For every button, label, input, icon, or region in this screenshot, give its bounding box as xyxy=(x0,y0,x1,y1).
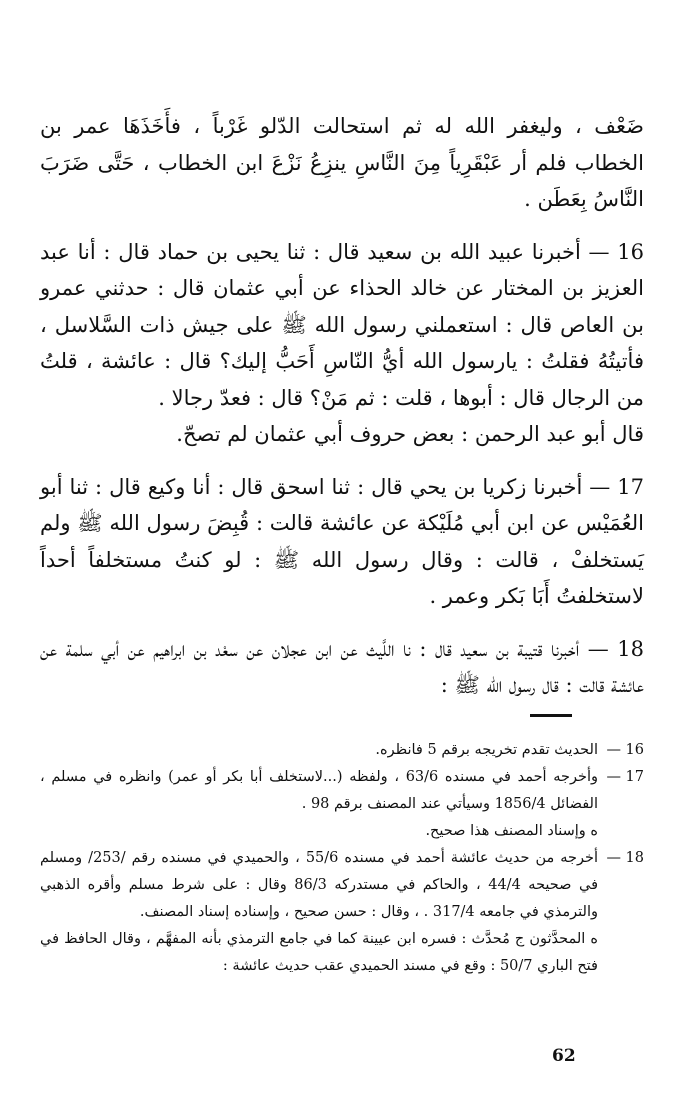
footnote-text: ه وإسناد المصنف هذا صحيح. xyxy=(425,823,598,839)
page-number: 62 xyxy=(552,1046,576,1066)
hadith-16 xyxy=(40,234,644,417)
footnotes xyxy=(40,737,644,980)
footnote-18 xyxy=(40,845,644,926)
footnote-17-remark xyxy=(40,818,644,845)
footnote-divider xyxy=(530,714,572,717)
continuation-paragraph: ضَعْف ، وليغفر الله له ثم استحالت الدّلو غَرْباً ، فأَخَذَهَا عمر بن الخطاب فلم أر عَبْقَرِياً مِنَ النَّاسِ ينزِعُ نَزْعَ ابن الخطاب ، حَتَّى ضَرَبَ النَّاسُ بِعَطَن . xyxy=(40,114,644,211)
hadith-18-text: — أخبرنا قتيبة بن سعيد قال : نا اللَّيث عن ابن عجلان عن سعْد بن ابراهيم عن أبي سلمة عن عائشة قالت : قال رسول الله ﷺ : xyxy=(40,636,644,697)
footnote-text: ه المحدَّثون ج مُحدَّث : فسره ابن عيينة كما في جامع الترمذي بأنه المفهَّم ، وقال الحافظ في فتح الباري 50/7 : وقع في مسند الحميدي عقب حديث عائشة : xyxy=(40,931,598,974)
footnote-17 xyxy=(40,764,644,818)
hadith-18-number: 18 xyxy=(617,636,644,661)
footnote-text: وأخرجه أحمد في مسنده 63/6 ، ولفظه (...لاستخلف أبا بكر أو عمر) وانظره في مسلم ، الفضائل 1856/4 وسيأتي عند المصنف برقم 98 . xyxy=(40,769,598,812)
footnote-text: الحديث تقدم تخريجه برقم 5 فانظره. xyxy=(375,742,598,758)
hadith-17-text: — أخبرنا زكريا بن يحي قال : ثنا اسحق قال : أنا وكيع قال : ثنا أبو العُمَيْس عن ابن أبي مُلَيْكة عن عائشة قالت : قُبِضَ رسول الله ﷺ ولم يَستخلفْ ، قالت : وقال رسول الله ﷺ : لو كنتُ مستخلفاً أحداً لاستخلفتُ أَبَا بَكر وعمر . xyxy=(40,474,644,608)
hadith-16-number: 16 xyxy=(617,239,644,264)
footnote-number: 16 — xyxy=(606,742,644,758)
footnote-number: 17 — xyxy=(606,769,644,785)
footnote-number: 18 — xyxy=(606,850,644,866)
footnote-18-remark xyxy=(40,926,644,980)
footnote-16 xyxy=(40,737,644,764)
hadith-17-number: 17 xyxy=(617,474,644,499)
main-text xyxy=(40,108,644,704)
footnote-text: أخرجه من حديث عائشة أحمد في مسنده 55/6 ، والحميدي في مسنده رقم /253/ ومسلم في صحيحه 44/4 ، والحاكم في مستدركه 86/3 وقال : على شرط مسلم وأقره الذهبي والترمذي في جامعه 317/4 . ، وقال : حسن صحيح ، وإسناده إسناد المصنف. xyxy=(40,850,599,920)
hadith-16-text: — أخبرنا عبيد الله بن سعيد قال : ثنا يحيى بن حماد قال : أنا عبد العزيز بن المختار عن خالد الحذاء عن أبي عثمان قال : حدثني عمرو بن العاص قال : استعملني رسول الله ﷺ على جيش ذات السَّلاسل ، فأتيتُهُ فقلتُ : يارسول الله أيُّ النّاسِ أَحَبُّ إليك؟ قال : عائشة ، قلتُ من الرجال قال : أبوها ، قلت : ثم مَنْ؟ قال : فعدّ رجالا . xyxy=(40,239,644,410)
hadith-18 xyxy=(40,631,644,704)
hadith-17 xyxy=(40,469,644,615)
hadith-16-remark: قال أبو عبد الرحمن : بعض حروف أبي عثمان لم تصحّ. xyxy=(176,422,644,446)
